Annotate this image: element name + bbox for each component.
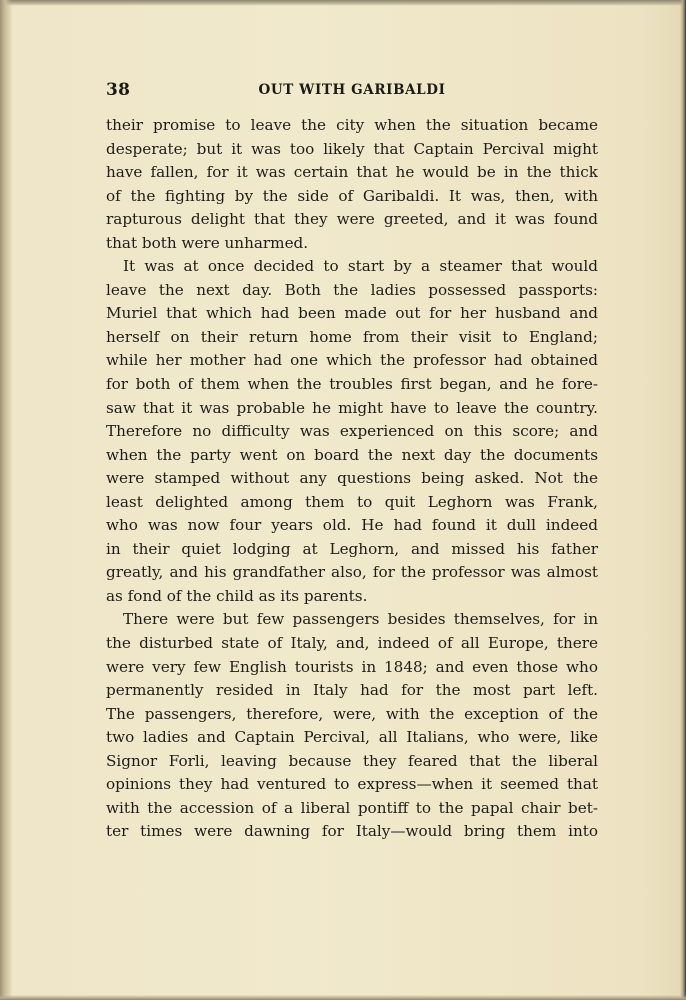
text-line: Therefore no difficulty was experienced on this score; and — [106, 422, 598, 441]
text-line: There were but few passengers besides themselves, for in — [123, 610, 598, 629]
paragraph — [106, 255, 598, 608]
text-line: the disturbed state of Italy, and, indeed of all Europe, there — [106, 634, 598, 653]
text-line: ter times were dawning for Italy—would bring them into — [106, 822, 598, 841]
text-line: as fond of the child as its parents. — [106, 586, 368, 605]
text-line: of the fighting by the side of Garibaldi. It was, then, with — [106, 186, 598, 205]
text-line: leave the next day. Both the ladies possessed passports: — [106, 280, 598, 299]
paragraph — [106, 608, 598, 843]
text-line: desperate; but it was too likely that Captain Percival might — [106, 139, 598, 158]
page-top-edge — [0, 0, 686, 6]
text-line: while her mother had one which the professor had obtained — [106, 351, 598, 370]
text-line: saw that it was probable he might have to leave the country. — [106, 398, 598, 417]
text-line: in their quiet lodging at Leghorn, and missed his father — [106, 539, 598, 558]
text-line: were stamped without any questions being asked. Not the — [106, 469, 598, 488]
text-line: rapturous delight that they were greeted, and it was found — [106, 210, 598, 229]
text-line: who was now four years old. He had found it dull indeed — [106, 516, 598, 535]
text-line: that both were unharmed. — [106, 233, 309, 252]
text-line: Signor Forli, leaving because they feared that the liberal — [106, 751, 598, 770]
text-line: with the accession of a liberal pontiff to the papal chair bet- — [106, 798, 598, 817]
text-line: opinions they had ventured to express—when it seemed that — [106, 775, 598, 794]
text-line: Muriel that which had been made out for her husband and — [106, 304, 598, 323]
text-line: greatly, and his grandfather also, for the professor was almost — [106, 563, 598, 582]
text-line: were very few English tourists in 1848; and even those who — [106, 657, 598, 676]
page-right-edge — [680, 0, 686, 1000]
text-line: two ladies and Captain Percival, all Italians, who were, like — [106, 728, 598, 747]
text-line: have fallen, for it was certain that he would be in the thick — [106, 163, 598, 182]
page-bottom-edge — [0, 995, 686, 1000]
page-binding-edge — [0, 0, 12, 1000]
body-text — [106, 114, 598, 844]
text-line: when the party went on board the next day the documents — [106, 445, 598, 464]
text-line: their promise to leave the city when the situation became — [106, 116, 598, 134]
page-number: 38 — [106, 80, 131, 100]
text-line: permanently resided in Italy had for the most part left. — [106, 681, 598, 700]
running-head: OUT WITH GARIBALDI — [258, 82, 446, 98]
paragraph — [106, 114, 598, 255]
text-line: herself on their return home from their visit to England; — [106, 327, 598, 346]
page-header — [106, 80, 598, 102]
text-line: for both of them when the troubles first began, and he fore- — [106, 375, 598, 394]
text-line: least delighted among them to quit Leghorn was Frank, — [106, 492, 598, 511]
text-line: The passengers, therefore, were, with the exception of the — [106, 704, 598, 723]
text-line: It was at once decided to start by a steamer that would — [123, 257, 598, 276]
